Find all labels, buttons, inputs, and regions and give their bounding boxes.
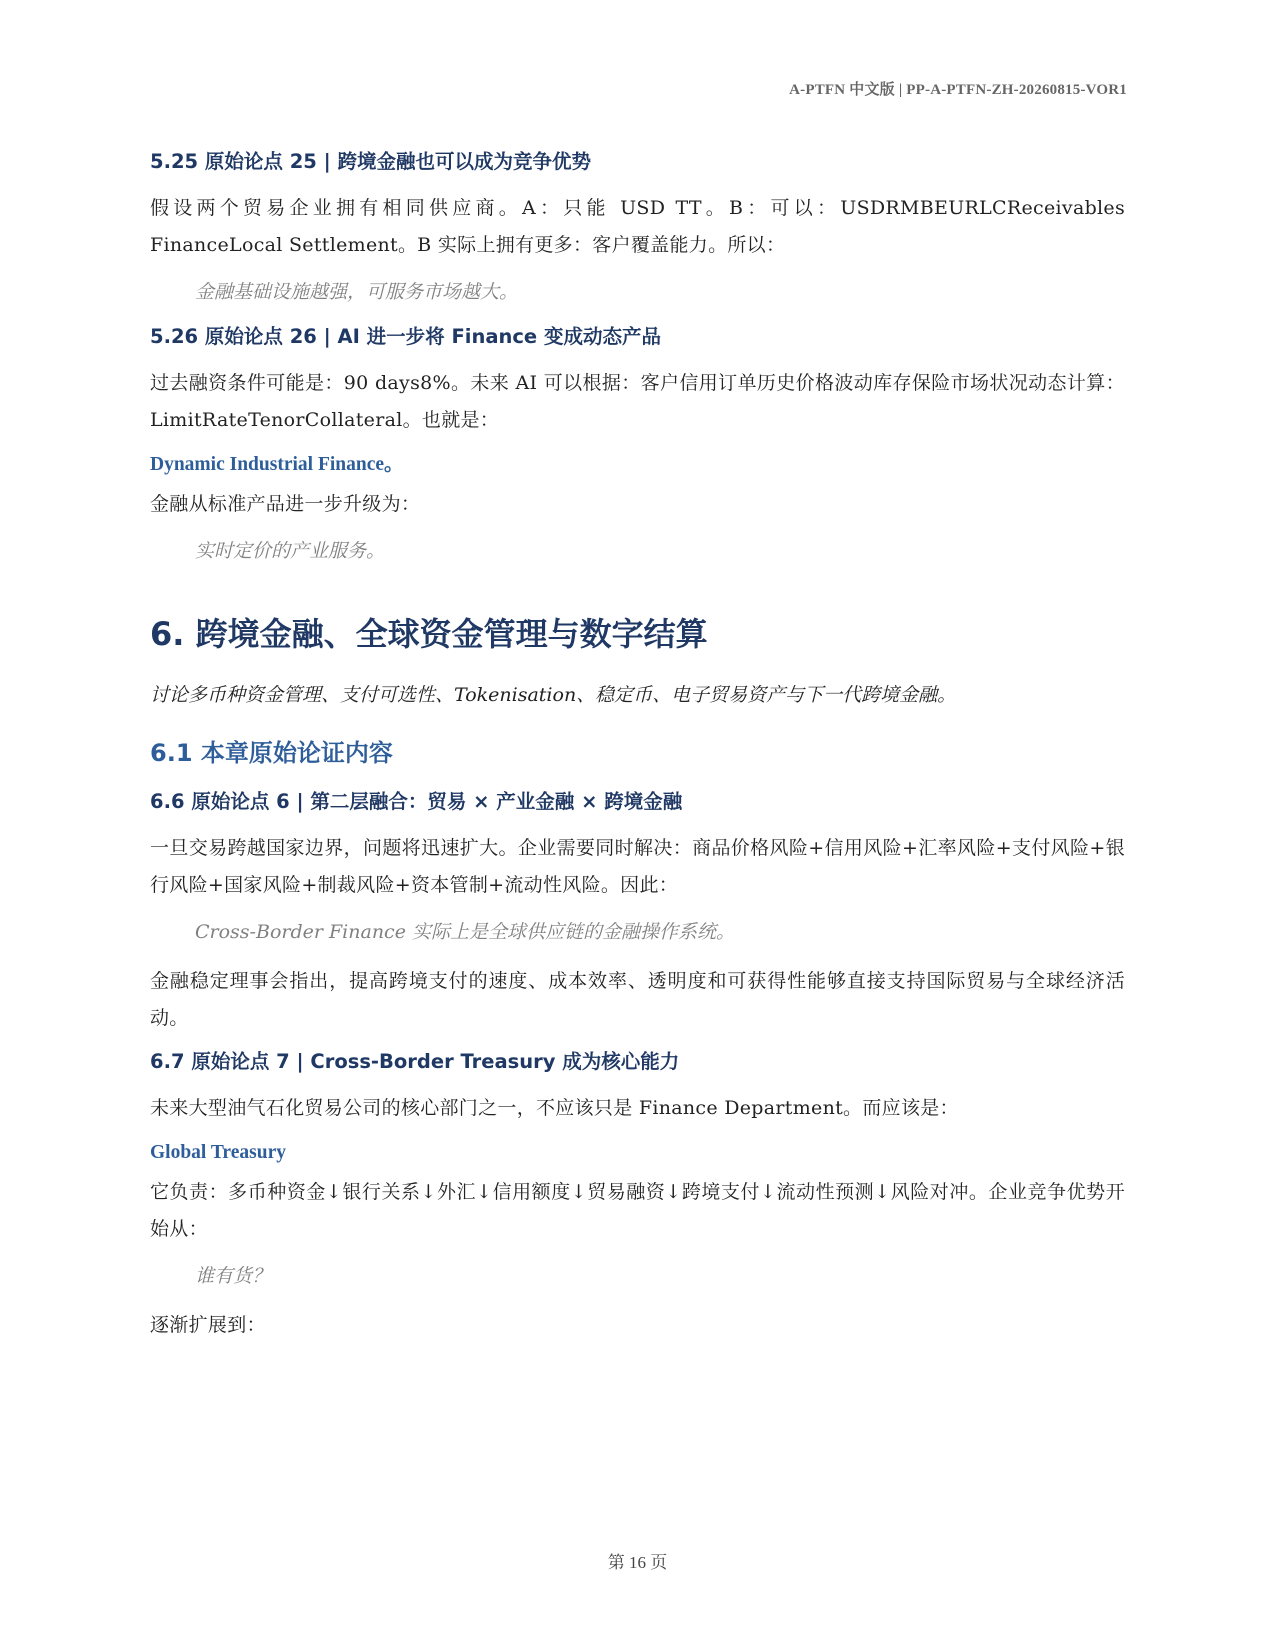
section-6-7-body3: 逐渐扩展到： <box>150 1314 266 1336</box>
page-number: 第 16 页 <box>607 1553 668 1572</box>
section-5-26-quote: 实时定价的产业服务。 <box>195 540 386 562</box>
section-6-7-body2: 它负责：多币种资金↓银行关系↓外汇↓信用额度↓贸易融资↓跨境支付↓流动性预测↓风险对冲。企业竞争优势开始从： <box>150 1181 1125 1240</box>
section-6-6-quote: Cross-Border Finance 实际上是全球供应链的金融操作系统。 <box>195 921 735 943</box>
chapter-6-intro: 讨论多币种资金管理、支付可选性、Tokenisation、稳定币、电子贸易资产与下一代跨境金融。 <box>150 684 957 706</box>
running-header: A-PTFN 中文版 | PP-A-PTFN-ZH-20260815-VOR1 <box>789 82 1127 98</box>
section-6-7-label: Global Treasury <box>150 1142 286 1163</box>
page-content <box>150 148 1125 1355</box>
section-5-26-heading: 5.26 原始论点 26 | AI 进一步将 Finance 变成动态产品 <box>150 325 661 348</box>
section-6-7-body: 未来大型油气石化贸易公司的核心部门之一，不应该只是 Finance Department。而应该是： <box>150 1097 959 1119</box>
section-5-25-body: 假设两个贸易企业拥有相同供应商。A：只能 USD TT。B：可以：USDRMBEURLCReceivables FinanceLocal Settlement。B 实际上拥有更多：客户覆盖能力。所以： <box>150 197 1125 256</box>
section-5-25-quote: 金融基础设施越强，可服务市场越大。 <box>195 281 519 303</box>
section-5-25-heading: 5.25 原始论点 25 | 跨境金融也可以成为竞争优势 <box>150 150 592 173</box>
section-6-7-heading: 6.7 原始论点 7 | Cross-Border Treasury 成为核心能力 <box>150 1050 680 1073</box>
chapter-6-title: 6. 跨境金融、全球资金管理与数字结算 <box>150 615 708 653</box>
section-6-6-heading: 6.6 原始论点 6 | 第二层融合：贸易 × 产业金融 × 跨境金融 <box>150 790 683 813</box>
section-6-6-body2: 金融稳定理事会指出，提高跨境支付的速度、成本效率、透明度和可获得性能够直接支持国际贸易与全球经济活动。 <box>150 970 1125 1029</box>
section-5-26-body2: 金融从标准产品进一步升级为： <box>150 493 421 515</box>
section-6-7-quote: 谁有货？ <box>195 1265 272 1287</box>
section-6-1-heading: 6.1 本章原始论证内容 <box>150 739 393 767</box>
section-5-26-label: Dynamic Industrial Finance。 <box>150 454 404 475</box>
section-6-6-body: 一旦交易跨越国家边界，问题将迅速扩大。企业需要同时解决：商品价格风险+信用风险+汇率风险+支付风险+银行风险+国家风险+制裁风险+资本管制+流动性风险。因此： <box>150 837 1125 896</box>
section-5-26-body: 过去融资条件可能是：90 days8%。未来 AI 可以根据：客户信用订单历史价格波动库存保险市场状况动态计算：LimitRateTenorCollateral。也就是： <box>150 372 1125 431</box>
